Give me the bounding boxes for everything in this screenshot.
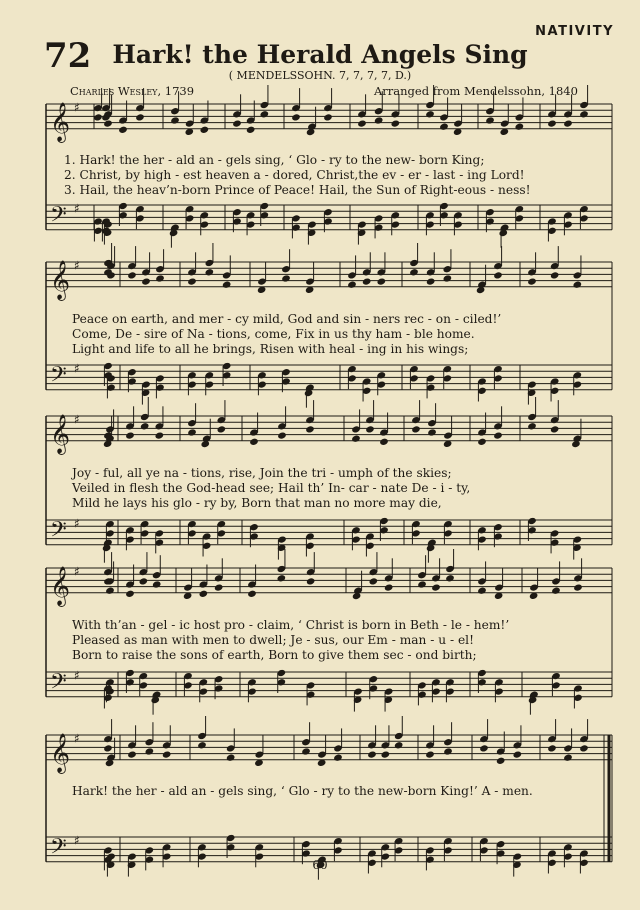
notehead	[367, 750, 377, 758]
notehead	[205, 268, 215, 276]
notehead	[347, 281, 357, 289]
treble-clef: 𝄞	[50, 565, 71, 606]
bass-clef: 𝄢	[50, 669, 67, 700]
notehead	[127, 271, 137, 279]
treble-clef: 𝄞	[50, 732, 71, 773]
notehead	[214, 583, 224, 591]
notehead	[249, 438, 259, 446]
lyric-line: Pleased as man with men to dwell; Je - sus, our Em - man - u - el!	[72, 633, 474, 647]
treble-clef: 𝄞	[50, 101, 71, 142]
notehead	[306, 577, 316, 585]
notehead	[384, 583, 394, 591]
notehead	[573, 583, 583, 591]
key-signature-sharp: ♯	[74, 833, 80, 848]
notehead	[485, 116, 495, 124]
notehead	[155, 274, 165, 282]
notehead	[125, 590, 135, 598]
treble-clef: 𝄞	[50, 259, 71, 300]
arranger-credit: Arranged from Mendelssohn, 1840	[374, 84, 578, 98]
notehead	[550, 425, 560, 433]
notehead	[281, 274, 291, 282]
treble-clef: 𝄞	[50, 413, 71, 454]
notehead	[445, 574, 455, 582]
notehead	[105, 587, 115, 595]
notehead	[477, 438, 487, 446]
notehead	[323, 113, 333, 121]
lyric-line: Joy - ful, all ye na - tions, rise, Join the tri - umph of the skies;	[72, 466, 452, 480]
lyric-line: Hark! the her - ald an - gels sing, ‘ Glo - ry to the new-born King!’ A - men.	[72, 784, 533, 798]
notehead	[127, 750, 137, 758]
notehead	[103, 119, 113, 127]
lyric-line: 3. Hail, the heav’n-born Prince of Peace! Hail, the Sun of Right-eous - ness!	[64, 183, 531, 197]
notehead	[527, 422, 537, 430]
notehead	[493, 271, 503, 279]
notehead	[260, 110, 270, 118]
notehead	[425, 110, 435, 118]
bass-clef: 𝄢	[50, 517, 67, 548]
notehead	[551, 587, 561, 595]
notehead	[443, 274, 453, 282]
notehead	[547, 119, 557, 127]
lyric-line: Veiled in flesh the God-head see; Hail th’ In- car - nate De - i - ty,	[72, 481, 471, 495]
notehead	[427, 428, 437, 436]
notehead	[226, 754, 236, 762]
key-signature-sharp: ♯	[74, 668, 80, 683]
lyric-line: Mild he lays his glo - ry by, Born that man no more may die,	[72, 496, 442, 510]
notehead	[197, 741, 207, 749]
section-label: NATIVITY	[535, 24, 614, 39]
notehead	[547, 744, 557, 752]
notehead	[493, 431, 503, 439]
notehead	[277, 431, 287, 439]
notehead	[246, 126, 256, 134]
key-signature-sharp: ♯	[74, 201, 80, 216]
notehead	[439, 123, 449, 131]
notehead	[425, 750, 435, 758]
notehead	[379, 438, 389, 446]
key-signature-sharp: ♯	[74, 412, 80, 427]
notehead	[277, 574, 287, 582]
notehead	[377, 277, 387, 285]
notehead	[365, 425, 375, 433]
notehead	[199, 590, 209, 598]
notehead	[527, 277, 537, 285]
lyric-line: Born to raise the sons of earth, Born to give them sec - ond birth;	[72, 648, 477, 662]
notehead	[187, 428, 197, 436]
notehead	[125, 431, 135, 439]
notehead	[200, 126, 210, 134]
notehead	[187, 277, 197, 285]
author-credit: Charles Wesley, 1739	[70, 84, 195, 98]
notehead	[291, 113, 301, 121]
notehead	[563, 119, 573, 127]
notehead	[381, 750, 391, 758]
bass-clef: 𝄢	[50, 834, 67, 865]
notehead	[301, 747, 311, 755]
tune-name: ( MENDELSSOHN. 7, 7, 7, 7, D.)	[228, 69, 412, 82]
notehead	[357, 119, 367, 127]
notehead	[579, 744, 589, 752]
notehead	[139, 577, 149, 585]
notehead	[141, 277, 151, 285]
notehead	[513, 750, 523, 758]
notehead	[443, 747, 453, 755]
key-signature-sharp: ♯	[74, 516, 80, 531]
key-signature-sharp: ♯	[74, 564, 80, 579]
notehead	[374, 116, 384, 124]
notehead	[135, 113, 145, 121]
notehead	[426, 277, 436, 285]
notehead	[162, 750, 172, 758]
notehead	[573, 281, 583, 289]
notehead	[477, 587, 487, 595]
lyric-line: 1. Hark! the her - ald an - gels sing, ‘ Glo - ry to the new- born King;	[64, 153, 485, 167]
notehead	[170, 116, 180, 124]
notehead	[563, 754, 573, 762]
notehead	[351, 435, 361, 443]
notehead	[333, 754, 343, 762]
notehead	[394, 741, 404, 749]
hymn-title: Hark! the Herald Angels Sing	[112, 40, 528, 69]
notehead	[515, 123, 525, 131]
bass-clef: 𝄢	[50, 362, 67, 393]
notehead	[140, 422, 150, 430]
notehead	[155, 431, 165, 439]
lyric-line: Light and life to all he brings, Risen with heal - ing in his wings;	[72, 342, 469, 356]
notehead	[391, 119, 401, 127]
notehead	[93, 113, 103, 121]
key-signature-sharp: ♯	[74, 361, 80, 376]
lyric-line: Peace on earth, and mer - cy mild, God and sin - ners rec - on - ciled!’	[72, 312, 502, 326]
key-signature-sharp: ♯	[74, 100, 80, 115]
notehead	[103, 744, 113, 752]
bass-clef: 𝄢	[50, 202, 67, 233]
notehead	[479, 744, 489, 752]
hymn-number: 72	[44, 36, 92, 76]
notehead	[222, 281, 232, 289]
notehead	[118, 126, 128, 134]
notehead	[232, 119, 242, 127]
notehead	[550, 271, 560, 279]
lyric-line: Come, De - sire of Na - tions, come, Fix in us thy ham - ble home.	[72, 327, 475, 341]
key-signature-sharp: ♯	[74, 731, 80, 746]
notehead	[579, 110, 589, 118]
notehead	[411, 425, 421, 433]
lyric-line: With th’an - gel - ic host pro - claim, ‘ Christ is born in Beth - le - hem!’	[72, 618, 510, 632]
notehead	[431, 583, 441, 591]
notehead	[409, 268, 419, 276]
notehead	[369, 577, 379, 585]
notehead	[152, 580, 162, 588]
notehead	[247, 590, 257, 598]
notehead	[496, 757, 506, 765]
notehead	[217, 425, 227, 433]
notehead	[362, 277, 372, 285]
notehead	[417, 580, 427, 588]
key-signature-sharp: ♯	[74, 258, 80, 273]
notehead	[145, 747, 155, 755]
lyric-line: 2. Christ, by high - est heaven a - dored, Christ,the ev - er - last - ing Lord!	[64, 168, 525, 182]
notehead	[305, 425, 315, 433]
page-number: 60	[312, 858, 328, 872]
